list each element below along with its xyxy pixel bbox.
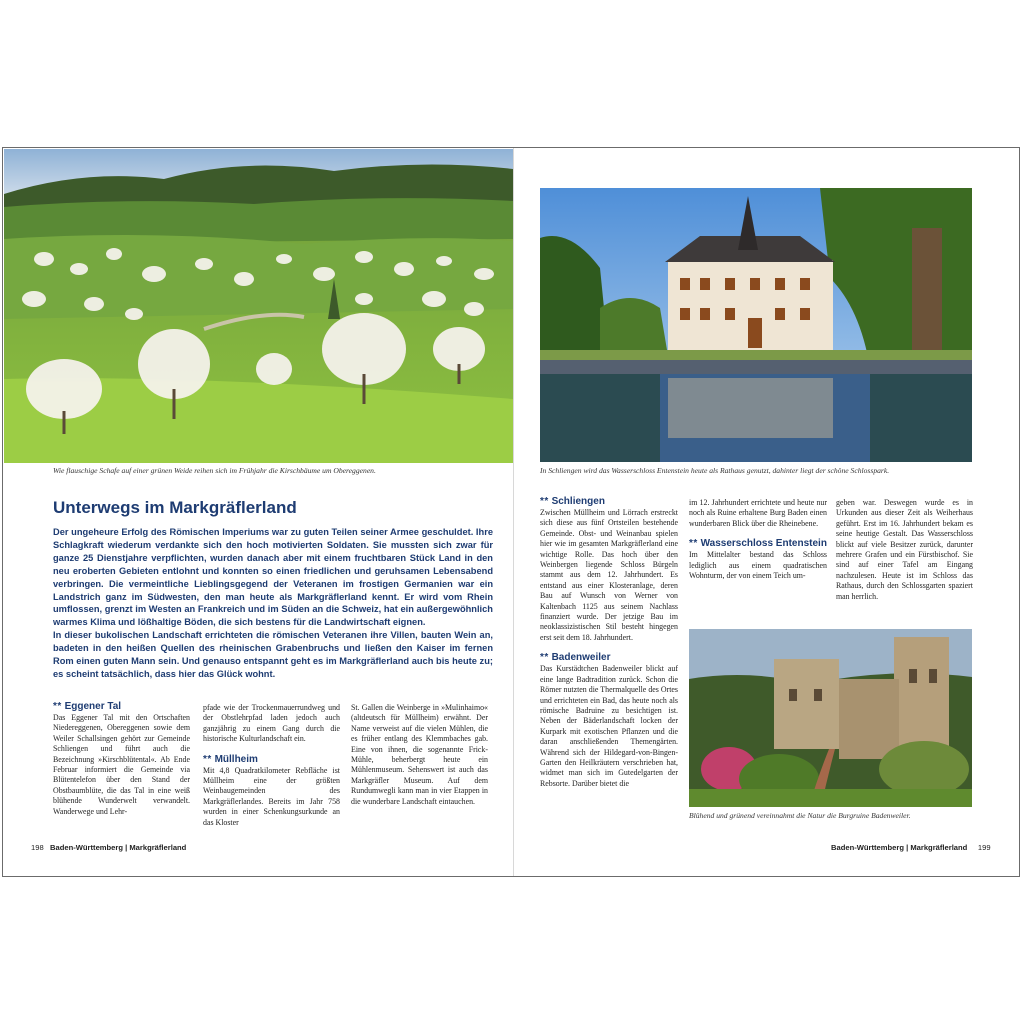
footer-label: Baden-Württemberg | Markgräflerland [50,843,187,852]
text-column-4 [540,496,678,789]
page-title: Unterwegs im Markgräflerland [53,498,297,517]
body-text: pfade wie der Trockenmauerrundweg und der Obstlehrpfad laden jedoch auch ganzjährig zu einem Gang durch die historische Kulturlandschaft ein. [203,703,340,744]
footer-label: Baden-Württemberg | Markgräflerland [831,843,968,852]
text-column-1 [53,701,190,817]
photo-caption: In Schliengen wird das Wasserschloss Entenstein heute als Rathaus genutzt, dahinter liegt der schöne Schlosspark. [540,466,890,475]
photo-burgruine-badenweiler [689,629,972,807]
body-text: geben war. Deswegen wurde es in Urkunden aus dieser Zeit als Weiherhaus geführt. Erst im 16. Jahrhundert bekam es seine heutige Gestalt. Das Wasserschloss blickt auf viele Besitzer zurück, darunter mehrere Grafen und ein Fürstbischof. Sie sind auf einer Tafel am Eingang nachzulesen. Heute ist im Schloss das Rathaus, durch den Schlossgarten spaziert man herrlich. [836,498,973,601]
photo-caption: Wie flauschige Schafe auf einer grünen Weide reihen sich im Frühjahr die Kirschbäume um Obereggenen. [53,466,376,475]
body-text: St. Gallen die Weinberge in »Mulinhaimo« (altdeutsch für Müllheim) erwähnt. Der Name verweist auf die vielen Mühlen, die es früher entlang des Klemmbaches gab. Eine von ihnen, die sogenannte Frick-Mühle, beherbergt heute ein Mühlenmuseum. Sehenswert ist auch das Markgräfler Museum. Auf dem Rundumwegli kann man in vier Etappen in die wunderbare Landschaft eintauchen. [351,703,488,806]
page-footer-right [831,843,991,852]
section-heading: ** Schliengen [540,496,605,507]
body-text: Das Kurstädtchen Badenweiler blickt auf eine lange Badtradition zurück. Schon die Römer nutzten die Thermalquelle des Ortes und errichteten ein Bad, das heute noch als römische Badruine zu besichtigen ist. Neben der Bäderlandschaft locken der Kurpark mit exotischen Pflanzen und die daran anschließenden Themengärten. Während sich der Hildegard-von-Bingen-Garten den Heilkräutern verschrieben hat, widmet man sich im Gutedelgarten der Rebsorte. Darüber bietet die [540,664,678,788]
text-column-5 [689,498,827,581]
intro-paragraph: Der ungeheure Erfolg des Römischen Imperiums war zu guten Teilen seiner Armee geschuldet. Ihre Schlagkraft wiederum verdankte sich den hoch motivierten Soldaten. Sie mussten sich zwar für ganze 25 Dienstjahre verpflichten, wurden danach aber mit einem fruchtbaren Stück Land in den neu eroberten Gebieten entlohnt und konnten so einen friedlichen und geruhsamen Lebensabend verbringen. Die vermeintliche Lieblingsgegend der Veteranen im frostigen Germanien war ein Landstrich ganz im Südwesten, den man heute als Markgräflerland kennt. Er wird vom Rhein umflossen, grenzt im Westen an Frankreich und im Süden an die Schweiz, hat ein außergewöhnlich warmes Klima und lößhaltige Böden, die sich bestens für die Landwirtschaft eignen. [53,527,493,628]
section-heading: ** Badenweiler [540,652,611,664]
section-heading: ** Müllheim [203,753,258,765]
body-text: Das Eggener Tal mit den Ortschaften Niedereggenen, Obereggenen sowie dem Weiler Schallsingen gehört zur Gemeinde Schliengen und führt auch die Bezeichnung »Kirschblütental«. Ab Ende Februar informiert die Gemeinde via Blütentelefon über den Stand der Obstbaumblüte, die das Tal in eine weiß blühende Wunderwelt verwandelt. Wanderwege und Lehr- [53,713,190,816]
page-number: 198 [31,843,44,852]
section-heading: ** Eggener Tal [53,701,122,712]
page-footer-left [31,843,186,852]
photo-meadow-cherry-trees [4,149,513,463]
body-text: im 12. Jahrhundert errichtete und heute nur noch als Ruine erhaltene Burg Baden einen wunderbaren Blick über die Rheinebene. [689,498,827,528]
intro-paragraph-2: In dieser bukolischen Landschaft errichteten die römischen Veteranen ihre Villen, bauten Wein an, badeten in den heißen Quellen des rheinischen Grabenbruchs und ließen den Kaiser im fernen Rom einen guten Mann sein. Und genauso entspannt geht es im Markgräflerland auch bis heute zu; es scheint tatsächlich, dass hier das Glück wohnt. [53,630,493,679]
section-heading: ** Wasserschloss Entenstein [689,538,827,550]
text-column-6 [836,498,973,602]
page-number: 199 [977,843,991,852]
photo-wasserschloss-entenstein [540,188,972,462]
body-text: Mit 4,8 Quadratkilometer Rebfläche ist Müllheim eine der größten Weinbaugemeinden des Markgräflerlandes. Bereits im Jahr 758 wurden in einer Schenkungsurkunde an das Kloster [203,765,340,827]
body-text: Zwischen Müllheim und Lörrach erstreckt sich diese aus fünf Ortsteilen bestehende Gemeinde. Obst- und Weinanbau spielen hier wie im gesamten Markgräflerland eine wichtige Rolle. Das hoch über den Weinbergen liegende Schloss Bürgeln stammt aus dem 12. Jahrhundert. Es entstand aus einer Klosteranlage, deren Bau auf Wunsch von Werner von Kaltenbach 1125 aus seinem Nachlass finanziert wurde. Der jetzige Bau im neoklassizistischen Stil besteht hingegen erst seit dem 18. Jahrhundert. [540,508,678,642]
photo-caption: Blühend und grünend vereinnahmt die Natur die Burgruine Badenweiler. [689,811,911,820]
text-column-3 [351,703,488,807]
text-column-2 [203,703,340,828]
book-spread [2,147,1020,877]
intro-text [53,526,493,681]
gutter [513,148,514,876]
body-text: Im Mittelalter bestand das Schloss lediglich aus einem quadratischen Wohnturm, der von einem Teich um- [689,550,827,581]
